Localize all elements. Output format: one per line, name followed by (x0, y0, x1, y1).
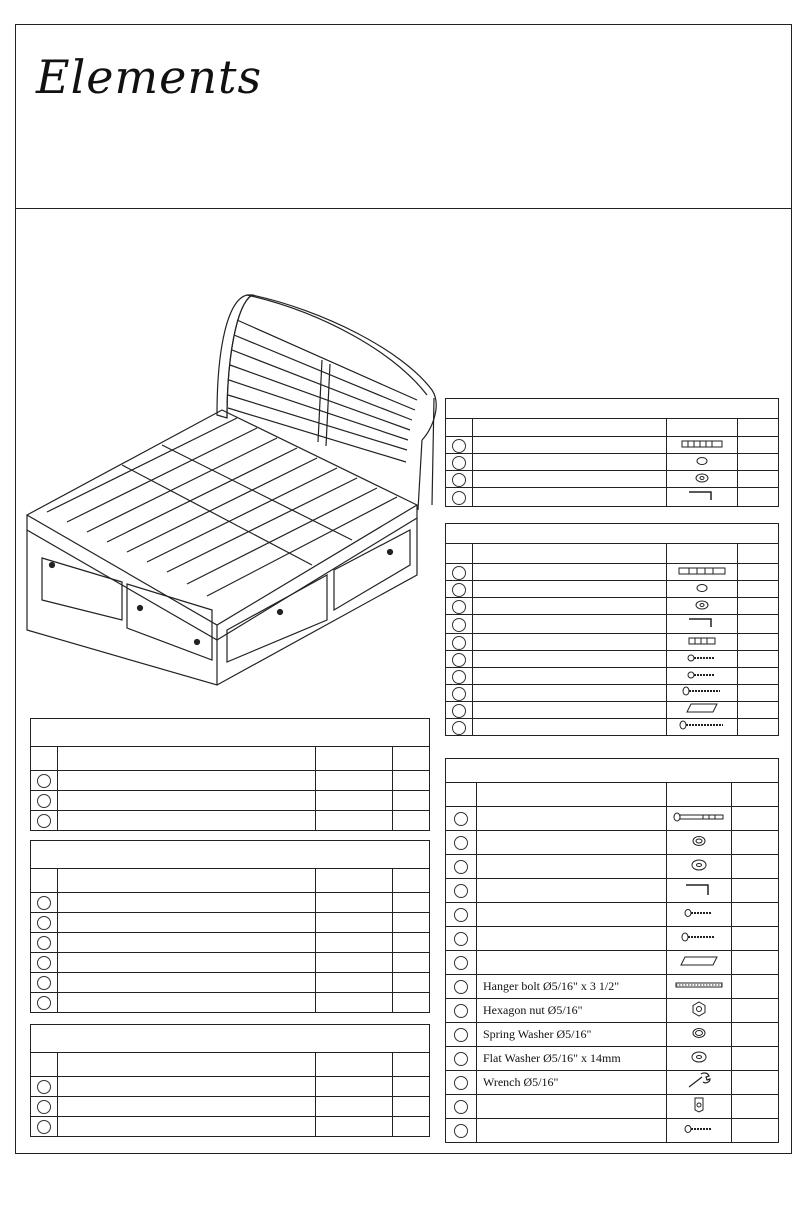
allen-key-icon (687, 615, 717, 629)
checkbox-circle[interactable] (452, 670, 466, 684)
checkbox-circle[interactable] (452, 636, 466, 650)
hanger-bolt-icon (674, 979, 724, 993)
washer-icon (691, 836, 707, 850)
checkbox-circle[interactable] (37, 936, 51, 950)
checkbox-circle[interactable] (37, 976, 51, 990)
allen-key-icon (687, 488, 717, 502)
checkbox-circle[interactable] (452, 491, 466, 505)
hardware-row (446, 975, 779, 999)
hardware-row (446, 1023, 779, 1047)
screw-icon (687, 653, 717, 663)
checkbox-circle[interactable] (454, 884, 468, 898)
screw-icon (687, 670, 717, 680)
hardware-table-b (445, 523, 779, 736)
hardware-label (477, 855, 667, 879)
parts-table-3 (30, 1024, 430, 1137)
checkbox-circle[interactable] (454, 1028, 468, 1042)
hardware-label (477, 1095, 667, 1119)
table-title (31, 841, 430, 869)
checkbox-circle[interactable] (454, 860, 468, 874)
hardware-row (446, 951, 779, 975)
hardware-row (446, 879, 779, 903)
allen-key-icon (684, 886, 714, 900)
checkbox-circle[interactable] (454, 980, 468, 994)
hardware-table-c (445, 758, 779, 1143)
table-title (446, 399, 779, 419)
flat-washer-icon (694, 600, 710, 610)
wood-screw-icon (681, 932, 717, 946)
table-title (31, 1025, 430, 1053)
bolt-short-icon (687, 636, 717, 646)
checkbox-circle[interactable] (452, 566, 466, 580)
table-title (446, 759, 779, 783)
parts-table-1 (30, 718, 430, 831)
flat-washer-icon (690, 860, 708, 874)
checkbox-circle[interactable] (454, 1076, 468, 1090)
hex-nut-icon (691, 1006, 707, 1020)
checkbox-circle[interactable] (454, 812, 468, 826)
hardware-label (477, 807, 667, 831)
checkbox-circle[interactable] (37, 774, 51, 788)
hardware-row (446, 831, 779, 855)
checkbox-circle[interactable] (37, 1100, 51, 1114)
hardware-label: Hexagon nut Ø5/16" (477, 999, 667, 1023)
hardware-label: Wrench Ø5/16" (477, 1071, 667, 1095)
checkbox-circle[interactable] (452, 600, 466, 614)
hardware-row (446, 903, 779, 927)
bolt-icon (680, 439, 724, 449)
bracket-plate-icon (685, 702, 719, 714)
checkbox-circle[interactable] (452, 653, 466, 667)
checkbox-circle[interactable] (37, 896, 51, 910)
washer-icon (695, 583, 709, 593)
washer-icon (695, 456, 709, 466)
hardware-row (446, 999, 779, 1023)
hardware-label (477, 879, 667, 903)
checkbox-circle[interactable] (37, 1080, 51, 1094)
checkbox-circle[interactable] (37, 794, 51, 808)
checkbox-circle[interactable] (454, 1052, 468, 1066)
hardware-row (446, 927, 779, 951)
hardware-label (477, 927, 667, 951)
table-title (31, 719, 430, 747)
flat-washer-icon (690, 1052, 708, 1066)
bed-illustration (22, 290, 442, 690)
clip-icon (691, 1103, 707, 1117)
checkbox-circle[interactable] (452, 618, 466, 632)
bracket-plate-icon (679, 956, 719, 970)
checkbox-circle[interactable] (454, 836, 468, 850)
screw-long-icon (679, 719, 725, 731)
checkbox-circle[interactable] (454, 932, 468, 946)
hardware-label: Flat Washer Ø5/16" x 14mm (477, 1047, 667, 1071)
checkbox-circle[interactable] (454, 956, 468, 970)
hardware-table-a (445, 398, 779, 507)
checkbox-circle[interactable] (37, 814, 51, 828)
screw-long-icon (682, 685, 722, 697)
brand-logo: Elements (36, 50, 263, 104)
checkbox-circle[interactable] (452, 583, 466, 597)
hardware-label (477, 831, 667, 855)
flat-washer-icon (694, 473, 710, 483)
header-divider (15, 208, 792, 209)
hardware-row (446, 1071, 779, 1095)
parts-table-2 (30, 840, 430, 1013)
hardware-label (477, 951, 667, 975)
hardware-row (446, 855, 779, 879)
long-bolt-icon (673, 811, 725, 825)
checkbox-circle[interactable] (37, 1120, 51, 1134)
hardware-label (477, 1119, 667, 1143)
checkbox-circle[interactable] (452, 439, 466, 453)
hardware-label (477, 903, 667, 927)
checkbox-circle[interactable] (37, 916, 51, 930)
hardware-row (446, 807, 779, 831)
checkbox-circle[interactable] (452, 721, 466, 735)
spring-washer-icon (691, 1028, 707, 1042)
bolt-icon (677, 566, 727, 576)
screw-icon (684, 1123, 714, 1137)
table-title (446, 524, 779, 544)
checkbox-circle[interactable] (452, 687, 466, 701)
checkbox-circle[interactable] (37, 996, 51, 1010)
checkbox-circle[interactable] (454, 1004, 468, 1018)
checkbox-circle[interactable] (452, 473, 466, 487)
hardware-row (446, 1047, 779, 1071)
wrench-icon (686, 1079, 712, 1093)
checkbox-circle[interactable] (452, 456, 466, 470)
checkbox-circle[interactable] (37, 956, 51, 970)
hardware-label: Spring Washer Ø5/16" (477, 1023, 667, 1047)
hardware-label: Hanger bolt Ø5/16" x 3 1/2" (477, 975, 667, 999)
checkbox-circle[interactable] (452, 704, 466, 718)
checkbox-circle[interactable] (454, 1100, 468, 1114)
screw-icon (684, 907, 714, 921)
hardware-row (446, 1095, 779, 1119)
checkbox-circle[interactable] (454, 1124, 468, 1138)
hardware-row (446, 1119, 779, 1143)
checkbox-circle[interactable] (454, 908, 468, 922)
